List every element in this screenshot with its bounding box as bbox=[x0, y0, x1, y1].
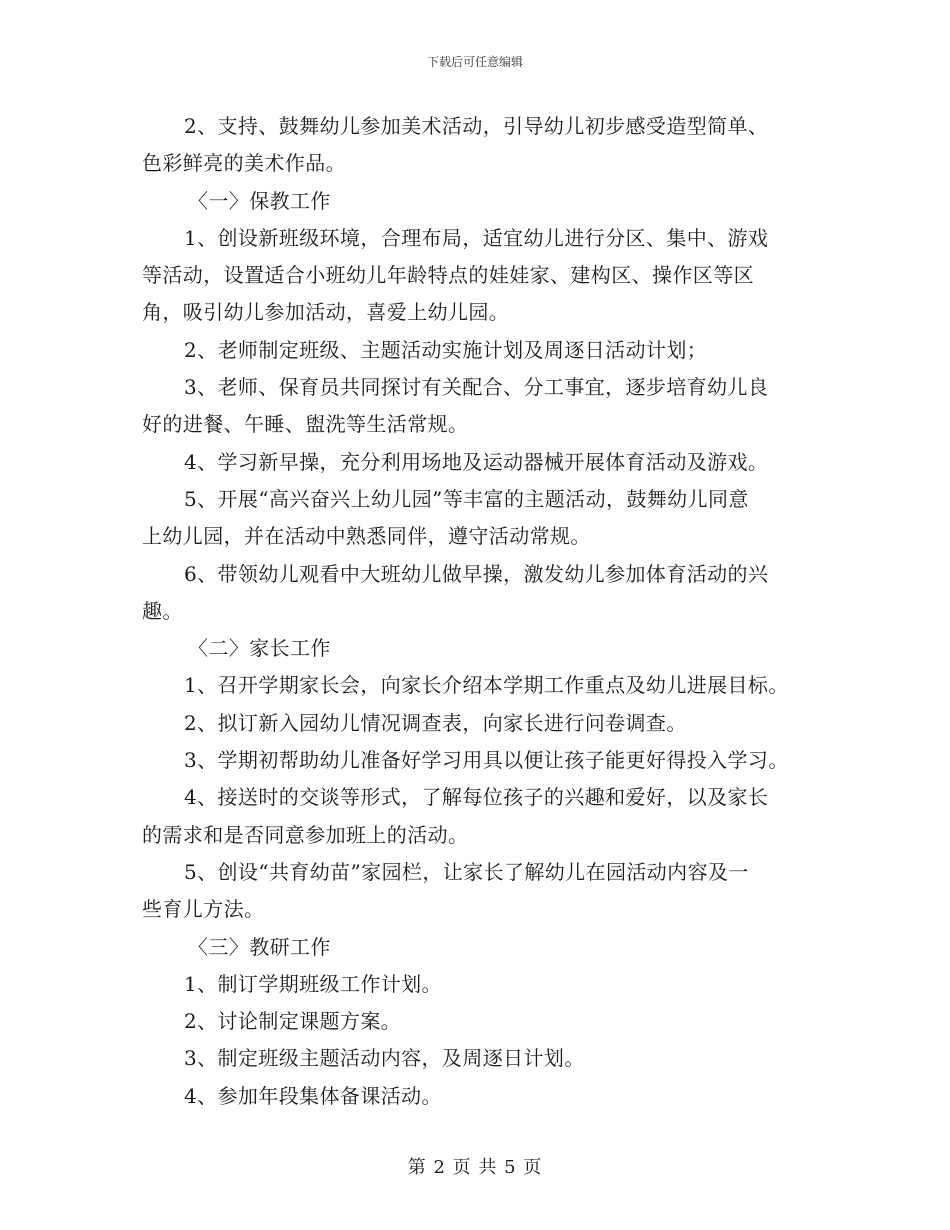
paragraph-line: 趣。 bbox=[142, 598, 183, 623]
document-body bbox=[142, 108, 822, 1115]
paragraph-line: 色彩鲜亮的美术作品。 bbox=[142, 151, 346, 176]
paragraph-line: 5、创设“共育幼苗”家园栏，让家长了解幼儿在园活动内容及一 bbox=[184, 859, 749, 884]
paragraph-line: 4、学习新早操，充分利用场地及运动器械开展体育活动及游戏。 bbox=[184, 449, 769, 474]
paragraph-line: 角，吸引幼儿参加活动，喜爱上幼儿园。 bbox=[142, 300, 510, 325]
paragraph-line: 3、老师、保育员共同探讨有关配合、分工事宜，逐步培育幼儿良 bbox=[184, 375, 769, 400]
paragraph-line: 1、召开学期家长会，向家长介绍本学期工作重点及幼儿进展目标。 bbox=[184, 673, 789, 698]
paragraph-line: 的需求和是否同意参加班上的活动。 bbox=[142, 822, 469, 847]
page-number: 第 2 页 共 5 页 bbox=[407, 1157, 543, 1178]
paragraph-line: 2、老师制定班级、主题活动实施计划及周逐日活动计划； bbox=[184, 337, 708, 362]
paragraph-line: 2、拟订新入园幼儿情况调查表，向家长进行问卷调查。 bbox=[184, 710, 687, 735]
paragraph-line: 些育儿方法。 bbox=[142, 897, 265, 922]
paragraph-line: 5、开展“高兴奋兴上幼儿园”等丰富的主题活动，鼓舞幼儿同意 bbox=[184, 486, 749, 511]
paragraph-line: 3、制定班级主题活动内容，及周逐日计划。 bbox=[184, 1046, 585, 1071]
paragraph-line: 2、讨论制定课题方案。 bbox=[184, 1009, 402, 1034]
section-heading: 〈二〉家长工作 bbox=[188, 636, 331, 661]
paragraph-line: 好的进餐、午睡、盥洗等生活常规。 bbox=[142, 412, 469, 437]
paragraph-line: 1、创设新班级环境，合理布局，适宜幼儿进行分区、集中、游戏 bbox=[184, 225, 769, 250]
page-header: 下载后可任意编辑 bbox=[426, 55, 523, 69]
section-heading: 〈三〉教研工作 bbox=[188, 934, 331, 959]
paragraph-line: 2、支持、鼓舞幼儿参加美术活动，引导幼儿初步感受造型简单、 bbox=[184, 114, 769, 138]
paragraph-line: 上幼儿园，并在活动中熟悉同伴，遵守活动常规。 bbox=[142, 524, 591, 549]
paragraph-line: 3、学期初帮助幼儿准备好学习用具以便让孩子能更好得投入学习。 bbox=[184, 748, 789, 773]
paragraph-line: 4、参加年段集体备课活动。 bbox=[184, 1083, 442, 1108]
paragraph-line: 4、接送时的交谈等形式，了解每位孩子的兴趣和爱好，以及家长 bbox=[184, 785, 769, 810]
paragraph-line: 1、制订学期班级工作计划。 bbox=[184, 971, 442, 996]
paragraph-line: 等活动，设置适合小班幼儿年龄特点的娃娃家、建构区、操作区等区 bbox=[142, 263, 754, 288]
section-heading: 〈一〉保教工作 bbox=[188, 188, 331, 213]
paragraph-line: 6、带领幼儿观看中大班幼儿做早操，激发幼儿参加体育活动的兴 bbox=[184, 561, 769, 586]
